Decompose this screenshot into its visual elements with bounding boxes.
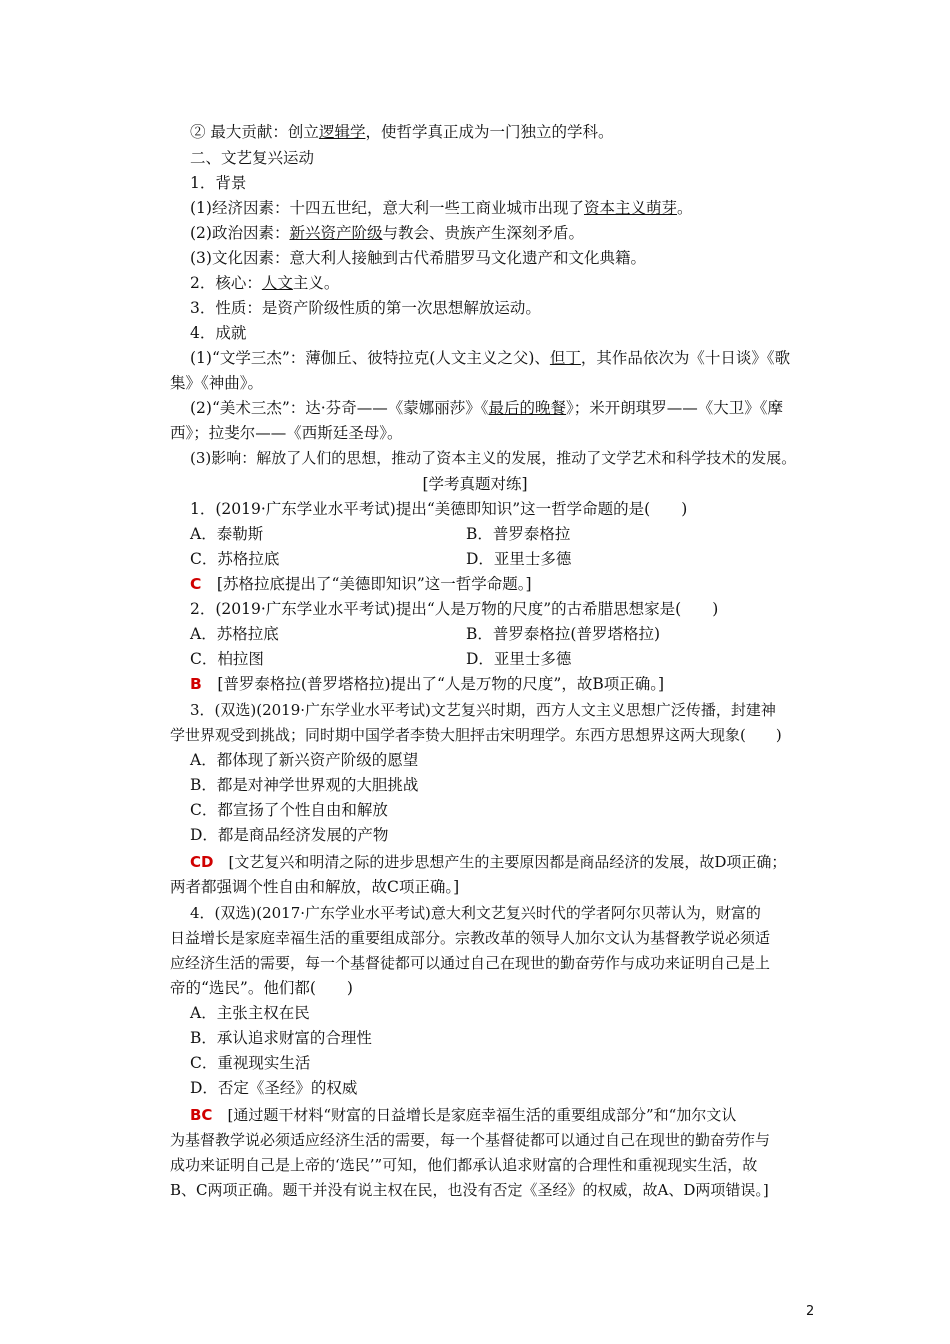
q4-option-b: B．承认追求财富的合理性 [190,1029,372,1047]
question-4: 4．(双选)(2017·广东学业水平考试)意大利文艺复兴时代的学者阿尔贝蒂认为，财富的 [190,904,761,922]
q1-option-b: B．普罗泰格拉 [466,525,571,543]
answer-4-cont: 为基督教学说必须适应经济生活的需要，每一个基督徒都可以通过自己在现世的勤奋劳作与 [170,1131,771,1149]
q1-option-a: A．泰勒斯 [190,525,264,543]
text: ② 最大贡献：创立 [190,123,319,141]
question-2: 2．(2019·广东学业水平考试)提出“人是万物的尺度”的古希腊思想家是( ) [190,600,719,618]
explanation: [文艺复兴和明清之际的进步思想产生的主要原因都是商品经济的发展，故D项正确； [228,853,787,871]
cultural-factor: (3)文化因素：意大利人接触到古代希腊罗马文化遗产和文化典籍。 [190,249,646,267]
question-4-cont: 应经济生活的需要，每一个基督徒都可以通过自己在现世的勤奋劳作与成功来证明自己是上 [170,954,771,972]
q3-option-b: B．都是对神学世界观的大胆挑战 [190,776,419,794]
text: ，其作品依次为《十日谈》《歌 [580,349,791,367]
underlined-term: 最后的晚餐 [488,399,566,417]
text: (1)“文学三杰”：薄伽丘、彼特拉克(人文主义之父)、 [190,349,550,367]
contribution-line [190,122,613,142]
q2-option-b: B．普罗泰格拉(普罗塔格拉) [466,625,660,643]
answer-4-cont: B、C两项正确。题干并没有说主权在民，也没有否定《圣经》的权威，故A、D两项错误。] [170,1181,769,1199]
art-line-cont: 西》；拉斐尔——《西斯廷圣母》。 [170,424,403,442]
text: 》；米开朗琪罗——《大卫》《摩 [566,399,784,417]
q2-option-a: A．苏格拉底 [190,625,279,643]
literature-line [190,348,790,368]
answer-4-cont: 成功来证明自己是上帝的‘选民’”可知，他们都承认追求财富的合理性和重视现实生活，故 [170,1156,758,1174]
question-3-cont: 学世界观受到挑战；同时期中国学者李贽大胆抨击宋明理学。东西方思想界这两大现象( ) [170,726,782,744]
underlined-term: 新兴资产阶级 [289,224,383,242]
text: 2．核心： [190,274,262,292]
text: (1)经济因素：十四五世纪，意大利一些工商业城市出现了 [190,199,584,217]
economic-factor [190,198,693,218]
subheading-achievements: 4．成就 [190,324,247,342]
answer-letter: C [190,575,202,593]
section-heading: 二、文艺复兴运动 [190,149,315,167]
answer-letter: CD [190,853,214,871]
q1-option-c: C．苏格拉底 [190,550,280,568]
nature-line: 3．性质：是资产阶级性质的第一次思想解放运动。 [190,299,541,317]
answer-2 [190,674,664,694]
political-factor [190,223,584,243]
underlined-term: 逻辑学 [318,123,366,141]
q1-option-d: D．亚里士多德 [466,550,572,568]
answer-letter: BC [190,1106,213,1124]
influence-line: (3)影响：解放了人们的思想，推动了资本主义的发展，推动了文学艺术和科学技术的发展。 [190,449,797,467]
question-4-cont: 日益增长是家庭幸福生活的重要组成部分。宗教改革的领导人加尔文认为基督教学说必须适 [170,929,771,947]
question-3: 3．(双选)(2019·广东学业水平考试)文艺复兴时期，西方人文主义思想广泛传播，封建神 [190,701,776,719]
underlined-term: 资本主义萌芽 [583,199,677,217]
core-line [190,273,339,293]
answer-3 [190,852,786,872]
subheading-background: 1．背景 [190,174,247,192]
question-4-cont: 帝的“选民”。他们都( ) [170,979,353,997]
text: ，使哲学真正成为一门独立的学科。 [365,123,614,141]
text: (2)政治因素： [190,224,290,242]
q4-option-d: D．否定《圣经》的权威 [190,1079,358,1097]
q2-option-d: D．亚里士多德 [466,650,572,668]
q4-option-a: A．主张主权在民 [190,1004,310,1022]
question-1: 1．(2019·广东学业水平考试)提出“美德即知识”这一哲学命题的是( ) [190,500,688,518]
q3-option-d: D．都是商品经济发展的产物 [190,826,389,844]
practice-heading: [学考真题对练] [422,475,528,493]
explanation: [苏格拉底提出了“美德即知识”这一哲学命题。] [216,575,532,593]
q2-option-c: C．柏拉图 [190,650,264,668]
text: (2)“美术三杰”：达·芬奇——《蒙娜丽莎》《 [190,399,489,417]
answer-1 [190,574,532,594]
text: 。 [676,199,693,217]
q3-option-c: C．都宣扬了个性自由和解放 [190,801,388,819]
text: 与教会、贵族产生深刻矛盾。 [382,224,584,242]
answer-letter: B [190,675,202,693]
art-line [190,398,783,418]
answer-3-cont: 两者都强调个性自由和解放，故C项正确。] [170,878,460,896]
page-number: 2 [806,1304,815,1319]
text: 主义。 [292,274,340,292]
underlined-term: 但丁 [549,349,581,367]
explanation: [通过题干材料“财富的日益增长是家庭幸福生活的重要组成部分”和“加尔文认 [227,1106,737,1124]
literature-line-cont: 集》《神曲》。 [170,374,264,392]
answer-4 [190,1105,736,1125]
q3-option-a: A．都体现了新兴资产阶级的愿望 [190,751,419,769]
explanation: [普罗泰格拉(普罗塔格拉)提出了“人是万物的尺度”，故B项正确。] [217,675,665,693]
q4-option-c: C．重视现实生活 [190,1054,311,1072]
underlined-term: 人文 [261,274,293,292]
